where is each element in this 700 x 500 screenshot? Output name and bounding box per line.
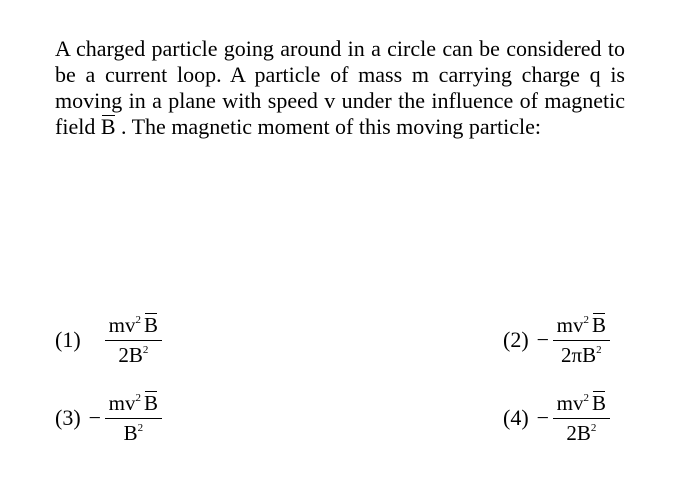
option-3-numerator: $mv^2$ B [105,390,162,419]
question-line-3: moving in a plane with speed v under the influence of magnetic [55,88,625,113]
option-2-denominator: $2\pi B^2$ [561,343,602,367]
question-line-4-suffix: . The magnetic moment of this moving particle: [121,114,541,139]
question-line-1: A charged particle going around in a circle can be considered to [55,36,625,61]
option-2-label: (2) [503,326,529,352]
option-3[interactable] [55,390,162,445]
option-3-sign: − [88,404,102,430]
option-4-denominator: $2B^2$ [566,421,597,445]
option-3-fraction [105,390,162,445]
option-1-numerator: $mv^2$ B [105,312,162,341]
option-4-numerator: $mv^2$ B [553,390,610,419]
option-4[interactable] [503,390,610,445]
question-text [55,36,625,140]
option-3-denominator: $B^2$ [123,421,144,445]
option-2[interactable] [503,312,610,367]
option-3-label: (3) [55,404,81,430]
option-2-fraction [553,312,610,367]
option-2-sign: − [536,326,550,352]
question-line-2: be a current loop. A particle of mass m carrying charge q is [55,62,625,87]
option-2-numerator: $mv^2$ B [553,312,610,341]
question-line-4 [55,114,625,140]
option-1[interactable] [55,312,162,367]
question-line-4-prefix: field [55,114,96,139]
magnetic-field-vector-symbol: B [100,114,116,139]
option-4-fraction [553,390,610,445]
option-4-sign: − [536,404,550,430]
option-1-fraction [105,312,162,367]
option-1-label: (1) [55,326,81,352]
option-1-denominator: $2B^2$ [118,343,149,367]
option-4-label: (4) [503,404,529,430]
